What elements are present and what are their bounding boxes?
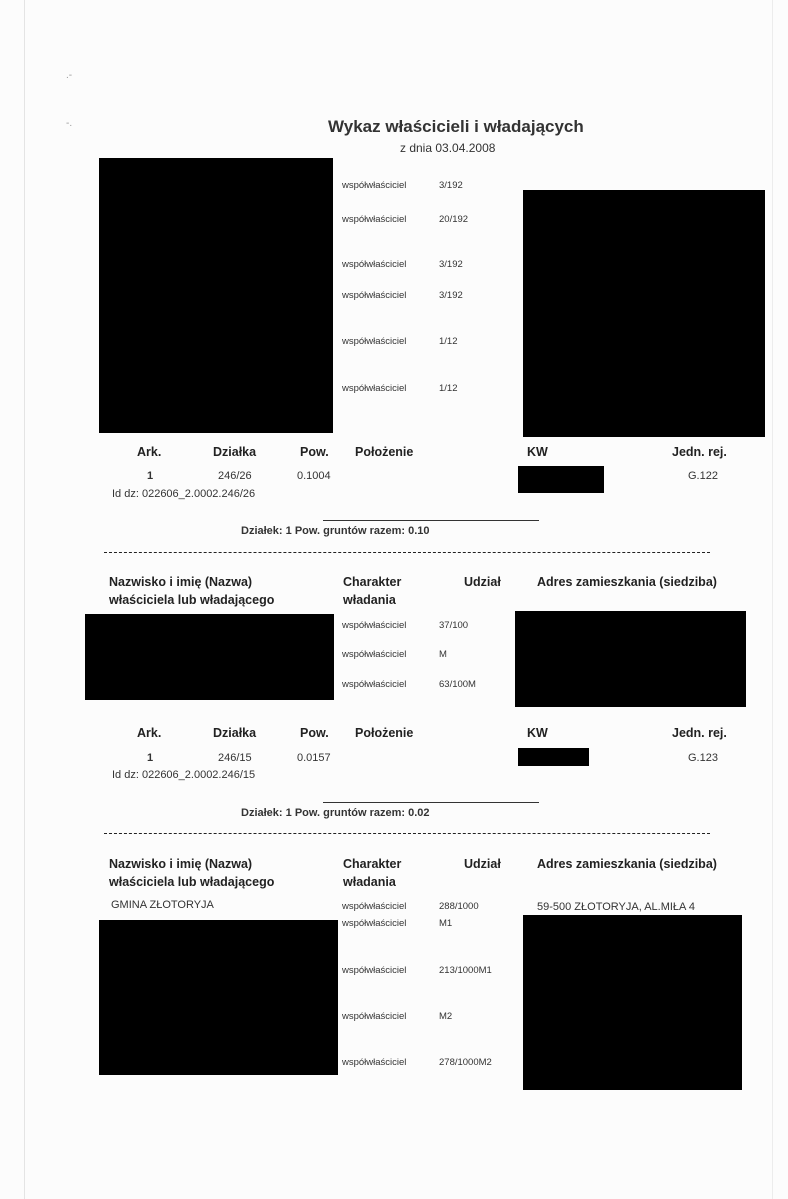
redacted-owner-addresses [515,611,746,707]
owner-udzial: M2 [439,1011,453,1022]
summary-underline [323,802,539,803]
col-header-name-1: Nazwisko i imię (Nazwa) [109,575,253,589]
col-header-jedn: Jedn. rej. [672,726,727,740]
redacted-owner-names [85,614,334,700]
owner-charakter: współwłaściciel [342,214,407,225]
col-header-polozenie: Położenie [355,445,414,459]
owner-udzial: 3/192 [439,180,463,191]
summary-underline [323,520,539,521]
owner-udzial: 3/192 [439,259,463,270]
section-divider [104,833,710,834]
col-header-udzial: Udział [464,575,501,589]
summary-prefix: Działek: [241,525,283,537]
col-header-ark: Ark. [137,445,162,459]
owner-name: GMINA ZŁOTORYJA [111,899,214,911]
summary-value: 0.10 [408,525,430,537]
col-header-dzialka: Działka [213,726,257,740]
summary-value: 0.02 [408,807,430,819]
parcel-summary [241,525,430,537]
owner-udzial: 213/1000M1 [439,965,492,976]
scan-speck: .- [66,70,73,81]
parcel-pow: 0.0157 [297,752,331,764]
parcel-ark: 1 [147,752,154,764]
col-header-dzialka: Działka [213,445,257,459]
redacted-owner-names [99,158,333,433]
owner-udzial: 1/12 [439,336,458,347]
owner-charakter: współwłaściciel [342,1057,407,1068]
page-edge [772,0,773,1199]
col-header-jedn: Jedn. rej. [672,445,727,459]
owner-charakter: współwłaściciel [342,1011,407,1022]
owner-charakter: współwłaściciel [342,649,407,660]
parcel-jedn: G.122 [688,470,718,482]
col-header-charakter-1: Charakter [343,575,402,589]
col-header-adres: Adres zamieszkania (siedziba) [537,857,717,871]
redacted-kw [518,748,589,766]
owner-charakter: współwłaściciel [342,336,407,347]
redacted-owner-addresses [523,190,765,437]
summary-count: 1 [285,807,292,819]
col-header-adres: Adres zamieszkania (siedziba) [537,575,717,589]
owner-udzial: 63/100M [439,679,476,690]
owner-udzial: 20/192 [439,214,469,225]
col-header-charakter-1: Charakter [343,857,402,871]
col-header-udzial: Udział [464,857,501,871]
owner-udzial: 3/192 [439,290,463,301]
owner-charakter: współwłaściciel [342,918,407,929]
document-date: z dnia 03.04.2008 [400,141,496,155]
summary-label: Pow. gruntów razem: [294,525,406,537]
col-header-ark: Ark. [137,726,162,740]
col-header-polozenie: Położenie [355,726,414,740]
summary-prefix: Działek: [241,807,283,819]
col-header-kw: KW [527,445,548,459]
parcel-dzialka: 246/15 [218,752,252,764]
col-header-name-2: właściciela lub władającego [109,593,275,607]
owner-charakter: współwłaściciel [342,965,407,976]
owner-udzial: 1/12 [439,383,458,394]
owner-charakter: współwłaściciel [342,620,407,631]
col-header-name-2: właściciela lub władającego [109,875,275,889]
col-header-kw: KW [527,726,548,740]
parcel-summary [241,807,430,819]
parcel-dzialka: 246/26 [218,470,252,482]
redacted-owner-names [99,920,338,1075]
owner-charakter: współwłaściciel [342,180,407,191]
col-header-charakter-2: władania [343,593,396,607]
scan-speck: -. [66,118,73,129]
owner-charakter: współwłaściciel [342,383,407,394]
owner-charakter: współwłaściciel [342,679,407,690]
summary-count: 1 [285,525,292,537]
parcel-id: Id dz: 022606_2.0002.246/15 [112,769,256,781]
owner-udzial: M1 [439,918,453,929]
owner-udzial: 278/1000M2 [439,1057,492,1068]
document-title: Wykaz właścicieli i władających [328,117,584,136]
owner-udzial: 288/1000 [439,901,479,912]
redacted-kw [518,466,604,493]
page-edge [24,0,25,1199]
parcel-pow: 0.1004 [297,470,331,482]
parcel-id: Id dz: 022606_2.0002.246/26 [112,488,256,500]
owner-charakter: współwłaściciel [342,259,407,270]
owner-address: 59-500 ZŁOTORYJA, AL.MIŁA 4 [537,901,695,913]
summary-label: Pow. gruntów razem: [294,807,406,819]
owner-charakter: współwłaściciel [342,290,407,301]
parcel-jedn: G.123 [688,752,718,764]
col-header-pow: Pow. [300,726,329,740]
owner-udzial: M [439,649,447,660]
owner-udzial: 37/100 [439,620,469,631]
col-header-pow: Pow. [300,445,329,459]
redacted-owner-addresses [523,915,742,1090]
owner-charakter: współwłaściciel [342,901,407,912]
col-header-name-1: Nazwisko i imię (Nazwa) [109,857,253,871]
section-divider [104,552,710,553]
parcel-ark: 1 [147,470,154,482]
col-header-charakter-2: władania [343,875,396,889]
